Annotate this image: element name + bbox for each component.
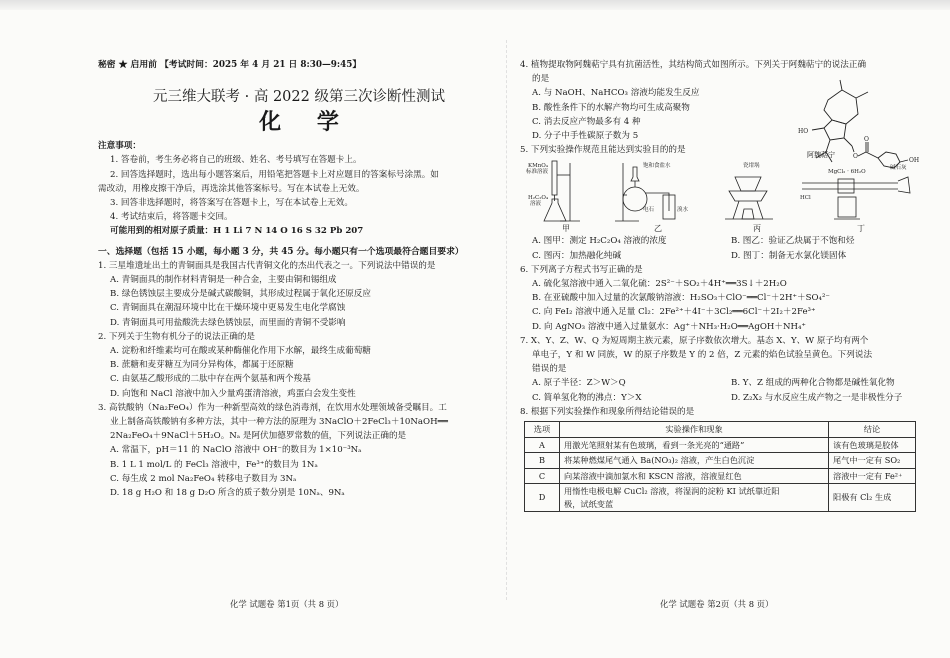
secret-header: 秘密 ★ 启用前 【考试时间：2025 年 4 月 21 日 8:30—9:45】	[98, 60, 362, 70]
table-cell: 阳极有 Cl₂ 生成	[829, 484, 916, 512]
question-stem: 6. 下列离子方程式书写正确的是	[520, 264, 643, 275]
question-option: D. 青铜面具可用盐酸洗去绿色锈蚀层，而里面的青铜不受影响	[110, 317, 346, 328]
question-stem: 业上制备高铁酸钠有多种方法，其中一种方法的原理为 3NaClO＋2FeCl₃＋10NaOH══	[110, 417, 448, 428]
figure-bing	[711, 159, 791, 223]
label-mgcl2: MgCl₂ · 6H₂O	[827, 169, 866, 176]
section-heading: 一、选择题（包括 15 小题，每小题 3 分，共 45 分。每小题只有一个选项最符合题目要求）	[98, 246, 464, 257]
exam-title: 元三维大联考 · 高 2022 级第三次诊断性测试	[153, 89, 445, 106]
label-porcelain-crucible: 瓷坩埚	[742, 163, 760, 170]
question-option: C. 简单氢化物的沸点：Y＞X	[532, 392, 642, 403]
question-stem: 8. 根据下列实验操作和现象所得结论错误的是	[520, 406, 695, 417]
question-option: C. 由氨基乙酸形成的二肽中存在两个氨基和两个羧基	[110, 374, 311, 385]
table-row	[525, 453, 916, 469]
label-h2c2o4: H₂C₂O₄	[528, 195, 549, 202]
label-soda-lime: 碱石灰	[889, 165, 907, 172]
table-header-row	[525, 422, 916, 438]
figure-jia	[526, 159, 606, 223]
question-option: A. 青铜面具的制作材料青铜是一种合金，主要由铜和锡组成	[110, 275, 337, 286]
question-stem: 4. 植物提取物阿魏萜宁具有抗菌活性，其结构简式如图所示。下列关于阿魏萜宁的说法正确	[520, 60, 867, 70]
conclusion-table	[524, 421, 916, 512]
table-cell: 向某溶液中滴加氯水和 KSCN 溶液，溶液显红色	[560, 468, 829, 484]
table-header-cell: 结论	[829, 422, 916, 438]
table-cell: D	[525, 484, 560, 512]
question-option: C. 青铜面具在潮湿环境中比在干燥环境中更易发生电化学腐蚀	[110, 303, 346, 314]
question-option: D. 向 AgNO₃ 溶液中通入过量氨水：Ag⁺＋NH₃·H₂O══AgOH＋NH₄⁺	[532, 321, 806, 332]
question-option: C. 图丙：加热融化纯碱	[532, 250, 622, 261]
question-stem: 的是	[532, 74, 550, 85]
question-option: A. 与 NaOH、NaHCO₃ 溶液均能发生反应	[532, 88, 700, 99]
label-bromine-water: 溴水	[677, 207, 689, 214]
notice-item: 需改动，用橡皮擦干净后，再选涂其他答案标号。写在本试卷上无效。	[98, 183, 365, 194]
question-option: A. 常温下，pH＝11 的 NaClO 溶液中 OH⁻的数目为 1×10⁻³Nₐ	[110, 445, 362, 456]
table-cell: 溶液中一定有 Fe²⁺	[829, 468, 916, 484]
table-cell: 该有色玻璃是胶体	[829, 437, 916, 453]
table-cell: B	[525, 453, 560, 469]
structure-label-ho: HO	[798, 128, 809, 135]
question-option: B. 绿色锈蚀层主要成分是碱式碳酸铜，其形成过程属于氧化还原反应	[110, 289, 371, 300]
question-option: B. 1 L 1 mol/L 的 FeCl₃ 溶液中，Fe³⁺的数目为 1Nₐ	[110, 459, 318, 470]
question-option: A. 硫化氢溶液中通入二氧化硫：2S²⁻＋SO₂＋4H⁺══3S↓＋2H₂O	[532, 279, 787, 290]
question-option: D. 分子中手性碳原子数为 5	[532, 131, 639, 142]
table-cell: A	[525, 437, 560, 453]
structure-label-oh: OH	[909, 157, 920, 164]
structure-caption: 阿魏萜宁	[807, 151, 835, 159]
page-2	[520, 58, 930, 512]
question-stem: 1. 三星堆遗址出土的青铜面具是我国古代青铜文化的杰出代表之一。下列说法中错误的是	[98, 260, 436, 271]
subject-title: 化 学	[259, 109, 353, 136]
table-cell: 用激光笔照射某有色玻璃，看到一条光亮的“通路”	[560, 437, 829, 453]
scan-top-band	[0, 0, 950, 10]
question-option: D. 18 g H₂O 和 18 g D₂O 所含的质子数分别是 10Nₐ、9Nₐ	[110, 488, 345, 499]
question-option: B. 图乙：验证乙炔属于不饱和烃	[731, 236, 855, 247]
structure-label-o: O	[853, 153, 858, 160]
page-divider	[506, 40, 507, 600]
question-stem: 7. X、Y、Z、W、Q 为短周期主族元素，原子序数依次增大。基态 X、Y、W 原子均有两个	[520, 335, 869, 346]
figure-yi	[613, 159, 703, 223]
question-stem: 3. 高铁酸钠（Na₂FeO₄）作为一种新型高效的绿色消毒剂，在饮用水处理领域备受瞩目。工	[98, 402, 447, 413]
label-standard-solution: 标准溶液	[526, 169, 549, 176]
question-option: B. 蔗糖和麦芽糖互为同分异构体，都属于还原糖	[110, 360, 294, 371]
table-row	[525, 468, 916, 484]
question-option: D. 向饱和 NaCl 溶液中加入少量鸡蛋清溶液，鸡蛋白会发生变性	[110, 388, 356, 399]
label-solution: 溶液	[530, 201, 542, 208]
question-stem: 5. 下列实验操作规范且能达到实验目的的是	[520, 145, 686, 156]
notice-item: 2. 回答选择题时，选出每小题答案后，用铅笔把答题卡上对应题目的答案标号涂黑。如	[110, 169, 439, 180]
table-header-cell: 实验操作和现象	[560, 422, 829, 438]
panel-name-bing: 丙	[753, 224, 761, 234]
panel-name-jia: 甲	[562, 224, 570, 234]
table-row	[525, 437, 916, 453]
notice-item: 1. 答卷前，考生务必将自己的班级、姓名、考号填写在答题卡上。	[110, 155, 362, 166]
figure-panel-names	[526, 223, 918, 234]
table-cell-multiline: 用惰性电极电解 CuCl₂ 溶液，将湿润的淀粉 KI 试纸靠近阳 极，试纸变蓝	[560, 484, 829, 512]
question-option: C. 消去反应产物最多有 4 种	[532, 116, 641, 127]
question-option: B. 在亚硫酸中加入过量的次氯酸钠溶液：H₂SO₃＋ClO⁻══Cl⁻＋2H⁺＋SO₄²⁻	[532, 293, 830, 304]
notice-item: 4. 考试结束后，将答题卡交回。	[110, 212, 233, 223]
table-row	[525, 484, 916, 512]
question-option: B. 酸性条件下的水解产物均可生成高聚物	[532, 102, 690, 113]
panel-name-ding: 丁	[857, 224, 865, 234]
question-option: C. 向 FeI₂ 溶液中通入足量 Cl₂：2Fe²⁺＋4I⁻＋3Cl₂══6Cl⁻＋2I₂＋2Fe³⁺	[532, 307, 816, 318]
label-carbide: 电石	[643, 207, 655, 214]
label-hcl: HCl	[799, 195, 811, 202]
structure-label-o: O	[864, 136, 869, 143]
notice-heading: 注意事项：	[98, 141, 141, 152]
notice-item: 3. 回答非选择题时，将答案写在答题卡上，写在本试卷上无效。	[110, 198, 353, 209]
table-cell: 将某种燃煤尾气通入 Ba(NO₃)₂ 溶液，产生白色沉淀	[560, 453, 829, 469]
question-option: A. 图甲：测定 H₂C₂O₄ 溶液的浓度	[532, 236, 667, 247]
question-stem: 2Na₂FeO₄＋9NaCl＋5H₂O。Nₐ 是阿伏加德罗常数的值，下列说法正确的是	[110, 431, 407, 442]
atomic-masses: 可能用到的相对原子质量：H 1 Li 7 N 14 O 16 S 32 Pb 207	[110, 226, 364, 237]
table-cell: 尾气中一定有 SO₂	[829, 453, 916, 469]
table-cell: C	[525, 468, 560, 484]
question-option: D. Z₂X₂ 与水反应生成产物之一是非极性分子	[731, 392, 903, 403]
label-kmno4: KMnO₄	[528, 163, 548, 170]
question-stem: 单电子，Y 和 W 同族，W 的原子序数是 Y 的 2 倍，Z 元素的焰色试验呈黄色。下列说法	[532, 350, 873, 361]
table-header-cell: 选项	[525, 422, 560, 438]
page-1-footer: 化学 试题卷 第1页（共 8 页）	[230, 599, 344, 609]
panel-name-yi: 乙	[654, 224, 662, 234]
question-stem: 错误的是	[532, 364, 567, 375]
question-option: D. 图丁：制备无水氯化镁固体	[731, 250, 847, 261]
page-2-footer: 化学 试题卷 第2页（共 8 页）	[660, 599, 774, 609]
question-option: C. 每生成 2 mol Na₂FeO₄ 转移电子数目为 3Nₐ	[110, 473, 297, 484]
question-stem: 2. 下列关于生物有机分子的说法正确的是	[98, 331, 256, 342]
question-option: A. 原子半径：Z＞W＞Q	[532, 378, 626, 389]
question-option: B. Y、Z 组成的两种化合物都是碱性氧化物	[731, 378, 895, 389]
label-brine: 饱和食盐水	[643, 163, 671, 170]
page-1	[98, 58, 500, 500]
question-option: A. 淀粉和纤维素均可在酸或某种酶催化作用下水解，最终生成葡萄糖	[110, 346, 371, 357]
